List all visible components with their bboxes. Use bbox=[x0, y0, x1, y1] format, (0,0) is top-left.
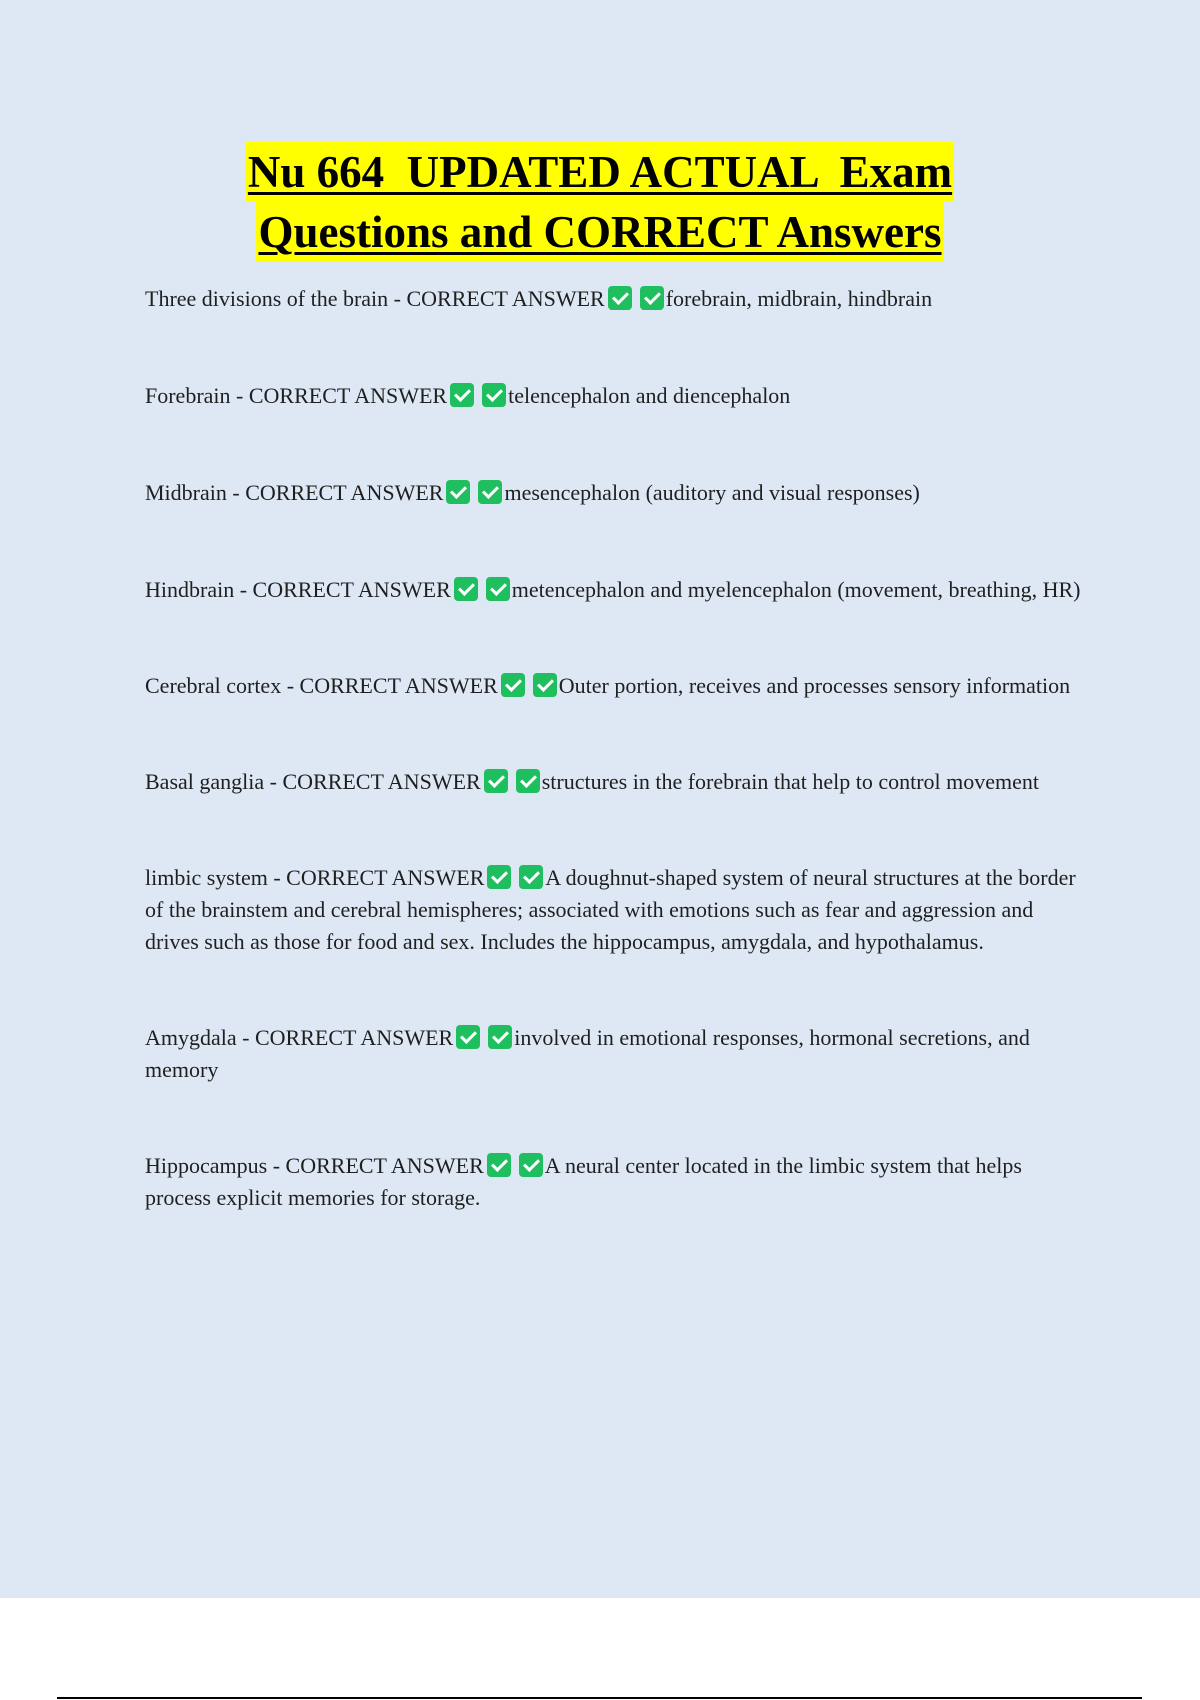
check-mark-icon bbox=[450, 383, 474, 407]
qa-term: Basal ganglia - CORRECT ANSWER bbox=[145, 769, 481, 794]
qa-term: Three divisions of the brain - CORRECT ANSWER bbox=[145, 286, 605, 311]
qa-answer: mesencephalon (auditory and visual responses) bbox=[504, 480, 920, 505]
qa-answer: forebrain, midbrain, hindbrain bbox=[665, 286, 933, 311]
qa-item bbox=[145, 574, 1085, 606]
check-mark-icon bbox=[533, 673, 557, 697]
qa-answer: Outer portion, receives and processes sensory information bbox=[558, 673, 1071, 698]
qa-item bbox=[145, 862, 1085, 958]
check-mark-icon bbox=[456, 1025, 480, 1049]
check-mark-icon bbox=[488, 1025, 512, 1049]
footer-divider bbox=[57, 1697, 1142, 1699]
qa-term: Midbrain - CORRECT ANSWER bbox=[145, 480, 444, 505]
check-mark-icon bbox=[501, 673, 525, 697]
check-mark-icon bbox=[487, 1153, 511, 1177]
qa-term: Forebrain - CORRECT ANSWER bbox=[145, 383, 448, 408]
qa-term: Hippocampus - CORRECT ANSWER bbox=[145, 1153, 484, 1178]
qa-item bbox=[145, 1150, 1085, 1214]
qa-term: Amygdala - CORRECT ANSWER bbox=[145, 1025, 454, 1050]
qa-term: Hindbrain - CORRECT ANSWER bbox=[145, 577, 451, 602]
qa-item bbox=[145, 477, 1085, 509]
qa-item bbox=[145, 1022, 1085, 1086]
qa-term: Cerebral cortex - CORRECT ANSWER bbox=[145, 673, 498, 698]
check-mark-icon bbox=[519, 865, 543, 889]
qa-answer: telencephalon and diencephalon bbox=[508, 383, 791, 408]
qa-term: limbic system - CORRECT ANSWER bbox=[145, 865, 485, 890]
qa-answer: metencephalon and myelencephalon (movement, breathing, HR) bbox=[511, 577, 1081, 602]
check-mark-icon bbox=[478, 480, 502, 504]
qa-item bbox=[145, 766, 1085, 798]
check-mark-icon bbox=[484, 769, 508, 793]
qa-item bbox=[145, 670, 1085, 702]
check-mark-icon bbox=[608, 286, 632, 310]
check-mark-icon bbox=[519, 1153, 543, 1177]
qa-item bbox=[145, 380, 1085, 412]
qa-answer: involved in emotional responses, hormonal secretions, and memory bbox=[145, 1025, 1030, 1082]
check-mark-icon bbox=[516, 769, 540, 793]
check-mark-icon bbox=[446, 480, 470, 504]
check-mark-icon bbox=[487, 865, 511, 889]
check-mark-icon bbox=[482, 383, 506, 407]
qa-answer: A doughnut-shaped system of neural structures at the border of the brainstem and cerebral hemispheres; associated with emotions such as fear and aggression and drives such as those for food and sex. Includes the hippocampus, amygdala, and hypothalamus. bbox=[145, 865, 1076, 954]
document-title bbox=[0, 142, 1200, 262]
check-mark-icon bbox=[486, 577, 510, 601]
check-mark-icon bbox=[640, 286, 664, 310]
qa-answer: structures in the forebrain that help to control movement bbox=[541, 769, 1040, 794]
title-line-1: Nu 664 UPDATED ACTUAL Exam bbox=[246, 142, 954, 202]
title-line-2: Questions and CORRECT Answers bbox=[256, 202, 943, 262]
qa-item bbox=[145, 283, 1085, 315]
check-mark-icon bbox=[454, 577, 478, 601]
qa-list bbox=[145, 283, 1085, 1214]
qa-answer: A neural center located in the limbic system that helps process explicit memories for storage. bbox=[145, 1153, 1022, 1210]
